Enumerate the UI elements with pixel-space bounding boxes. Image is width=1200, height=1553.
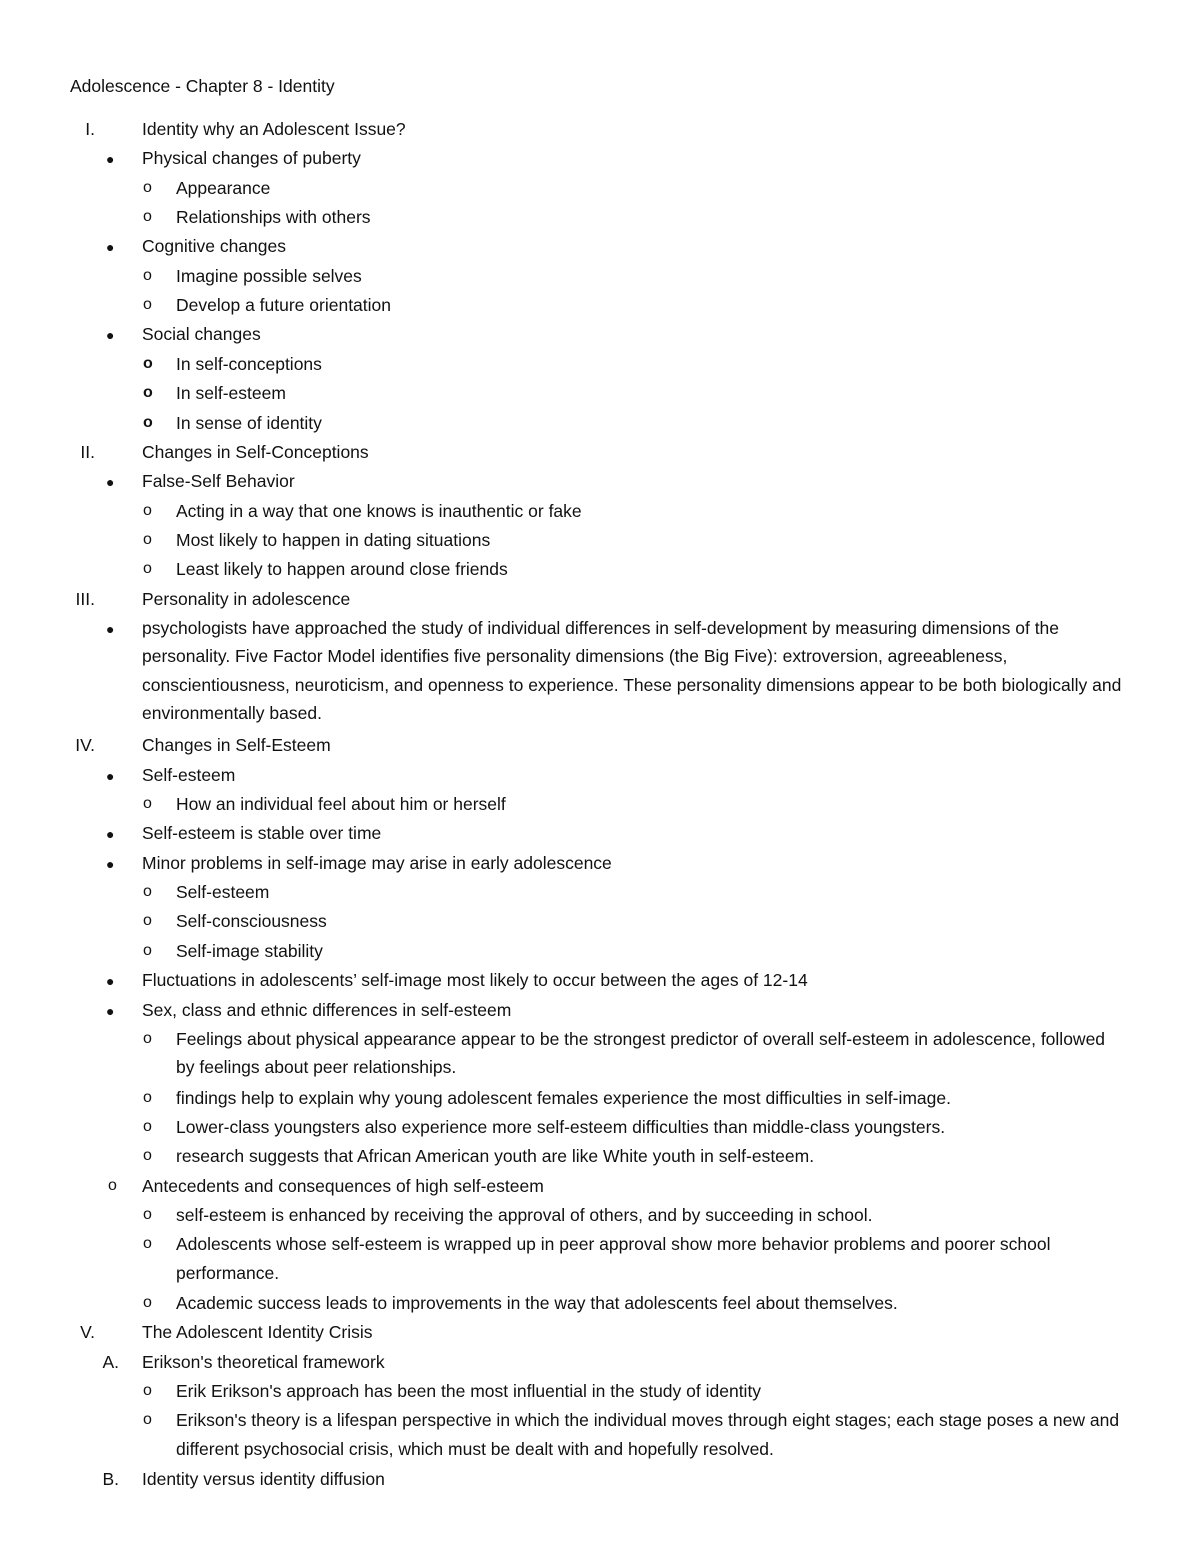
outline-item-sub xyxy=(0,937,1200,966)
outline-marker: IV. xyxy=(75,735,95,756)
hollow-bullet-icon: o xyxy=(143,178,152,196)
bullet-icon: ● xyxy=(106,826,115,843)
outline-item-text: Self-esteem xyxy=(176,882,270,903)
outline-item-text: Fluctuations in adolescents’ self-image most likely to occur between the ages of 12-14 xyxy=(142,970,808,991)
outline-item-text: findings help to explain why young adolescent females experience the most difficulties in self-image. xyxy=(176,1087,951,1108)
outline-item-sub xyxy=(0,1025,1200,1084)
outline-item-sub xyxy=(0,203,1200,232)
hollow-bullet-icon: o xyxy=(143,912,152,930)
hollow-bullet-icon: o xyxy=(143,1235,152,1253)
outline-item-text: Changes in Self-Conceptions xyxy=(142,441,369,462)
outline-marker: I. xyxy=(85,119,95,139)
outline-item-letter xyxy=(0,1348,1200,1377)
hollow-bullet-icon: o xyxy=(143,883,152,901)
outline-item-sub xyxy=(0,409,1200,438)
outline-item-bullet xyxy=(0,144,1200,173)
outline-item-letter xyxy=(0,1465,1200,1494)
hollow-bullet-icon: o xyxy=(143,266,152,284)
outline-item-roman xyxy=(0,115,1200,144)
hollow-bullet-icon: o xyxy=(143,1382,152,1400)
outline-item-sub xyxy=(0,878,1200,907)
hollow-bullet-icon: o xyxy=(143,1294,152,1311)
outline-item-text: Minor problems in self-image may arise in early adolescence xyxy=(142,852,612,873)
outline-item-sub xyxy=(0,1406,1200,1465)
hollow-bullet-icon: o xyxy=(143,1411,152,1429)
outline-item-sub xyxy=(0,555,1200,584)
outline-item-text: In sense of identity xyxy=(176,412,322,433)
bullet-icon: ● xyxy=(106,1002,115,1019)
outline-item-text: Appearance xyxy=(176,177,271,198)
outline-item-sub xyxy=(0,1201,1200,1230)
outline-item-bullet xyxy=(0,819,1200,848)
hollow-bullet-icon: o xyxy=(143,413,153,431)
outline-item-sub xyxy=(0,1084,1200,1113)
outline-marker: B. xyxy=(102,1469,119,1490)
outline-item-text: Imagine possible selves xyxy=(176,265,362,286)
outline-item-sub xyxy=(0,907,1200,936)
bullet-icon: ● xyxy=(106,327,115,344)
hollow-bullet-icon: o xyxy=(143,354,153,372)
outline-item-text: Erikson's theoretical framework xyxy=(142,1351,385,1372)
outline-item-bullet xyxy=(0,996,1200,1025)
outline-item-text: Adolescents whose self-esteem is wrapped up in peer approval show more behavior problems and poorer school performance. xyxy=(176,1234,1051,1283)
outline-item-text: Erikson's theory is a lifespan perspective in which the individual moves through eight stages; each stage poses a new and different psychosocial crisis, which must be dealt with and hopefully resolved. xyxy=(176,1410,1120,1459)
outline-item-sub xyxy=(0,497,1200,526)
bullet-icon: ● xyxy=(106,767,115,784)
hollow-bullet-icon: o xyxy=(143,208,152,226)
outline-item-text: Identity why an Adolescent Issue? xyxy=(142,119,406,139)
hollow-bullet-icon: o xyxy=(143,1147,152,1165)
outline-item-text: Develop a future orientation xyxy=(176,295,391,316)
outline-item-roman xyxy=(0,585,1200,614)
outline-item-text: Lower-class youngsters also experience more self-esteem difficulties than middle-class youngsters. xyxy=(176,1116,946,1137)
outline-item-text: Self-consciousness xyxy=(176,911,327,932)
outline-item-sub xyxy=(0,1377,1200,1406)
outline-item-text: Academic success leads to improvements in the way that adolescents feel about themselves. xyxy=(176,1293,898,1313)
outline-item-text: False-Self Behavior xyxy=(142,471,295,492)
outline-item-sub xyxy=(0,526,1200,555)
outline-item-sub xyxy=(0,262,1200,291)
outline-marker: III. xyxy=(75,588,95,609)
outline-item-bullet xyxy=(0,232,1200,261)
hollow-bullet-icon: o xyxy=(143,560,152,578)
hollow-bullet-icon: o xyxy=(143,384,153,402)
outline-item-bullet xyxy=(0,614,1200,731)
bullet-icon: ● xyxy=(106,239,115,256)
outline-item-text: Personality in adolescence xyxy=(142,588,351,609)
hollow-bullet-icon: o xyxy=(143,530,152,548)
bullet-icon: ● xyxy=(106,620,115,637)
document-title: Adolescence - Chapter 8 - Identity xyxy=(70,76,335,96)
outline-item-text: The Adolescent Identity Crisis xyxy=(142,1322,373,1343)
outline-item-sub xyxy=(0,1230,1200,1289)
hollow-bullet-icon: o xyxy=(143,1029,152,1047)
outline-item-text: Most likely to happen in dating situations xyxy=(176,529,491,550)
outline-item-text: Cognitive changes xyxy=(142,236,286,257)
outline-item-text: psychologists have approached the study of individual differences in self-development by measuring dimensions of the personality. Five Factor Model identifies five personality dimensions (the Big Five): extroversion, agreeableness, conscientiousness, neuroticism, and openness to experience. These personality dimensions appear to be both biologically and environmentally based. xyxy=(142,617,1122,724)
bullet-icon: ● xyxy=(106,855,115,872)
outline-item-text: In self-esteem xyxy=(176,383,286,404)
outline-item-bullet xyxy=(0,761,1200,790)
outline-item-roman xyxy=(0,1318,1200,1347)
outline-item-text: Feelings about physical appearance appear to be the strongest predictor of overall self-esteem in adolescence, followed by feelings about peer relationships. xyxy=(176,1028,1106,1078)
outline-item-text: Self-image stability xyxy=(176,940,323,961)
outline-marker: V. xyxy=(80,1322,95,1343)
outline-item-sub xyxy=(0,291,1200,320)
hollow-bullet-icon: o xyxy=(143,1117,152,1135)
outline-item-sub xyxy=(0,790,1200,819)
outline-item-text: Antecedents and consequences of high self-esteem xyxy=(142,1175,544,1196)
outline-item-text: self-esteem is enhanced by receiving the approval of others, and by succeeding in school. xyxy=(176,1204,873,1225)
outline-item-roman xyxy=(0,731,1200,760)
outline-marker: II. xyxy=(80,441,95,462)
hollow-bullet-icon: o xyxy=(143,1205,152,1223)
outline-item-bullet xyxy=(0,966,1200,995)
hollow-bullet-icon: o xyxy=(143,941,152,959)
bullet-icon: ● xyxy=(106,151,115,168)
outline-item-text: Erik Erikson's approach has been the most influential in the study of identity xyxy=(176,1381,762,1402)
outline-item-text: Acting in a way that one knows is inauthentic or fake xyxy=(176,500,582,521)
hollow-bullet-icon: o xyxy=(108,1176,117,1194)
outline-item-bullet xyxy=(0,849,1200,878)
outline-item-text: Self-esteem is stable over time xyxy=(142,823,382,844)
outline-item-circle-l1 xyxy=(0,1172,1200,1201)
outline-marker: A. xyxy=(102,1351,119,1372)
outline-item-bullet xyxy=(0,467,1200,496)
hollow-bullet-icon: o xyxy=(143,501,152,519)
outline-item-text: Least likely to happen around close friends xyxy=(176,559,508,580)
bullet-icon: ● xyxy=(106,973,115,990)
outline-item-text: Sex, class and ethnic differences in self-esteem xyxy=(142,999,512,1020)
outline-item-text: Social changes xyxy=(142,324,261,345)
outline-item-text: How an individual feel about him or herself xyxy=(176,794,506,815)
hollow-bullet-icon: o xyxy=(143,795,152,813)
outline-item-sub xyxy=(0,174,1200,203)
outline-item-text: Physical changes of puberty xyxy=(142,148,361,169)
outline-item-sub xyxy=(0,1142,1200,1171)
hollow-bullet-icon: o xyxy=(143,296,152,314)
outline-item-bullet xyxy=(0,320,1200,349)
outline-item-sub xyxy=(0,1113,1200,1142)
hollow-bullet-icon: o xyxy=(143,1088,152,1106)
outline-item-text: Changes in Self-Esteem xyxy=(142,735,331,756)
outline-item-sub xyxy=(0,1289,1200,1318)
outline-item-roman xyxy=(0,438,1200,467)
outline-item-text: Identity versus identity diffusion xyxy=(142,1469,385,1490)
outline-item-sub xyxy=(0,379,1200,408)
bullet-icon: ● xyxy=(106,474,115,491)
outline-item-text: Self-esteem xyxy=(142,764,236,785)
outline-item-text: Relationships with others xyxy=(176,207,371,228)
outline-item-sub xyxy=(0,350,1200,379)
outline-item-text: In self-conceptions xyxy=(176,353,322,374)
outline-item-text: research suggests that African American youth are like White youth in self-esteem. xyxy=(176,1146,815,1167)
